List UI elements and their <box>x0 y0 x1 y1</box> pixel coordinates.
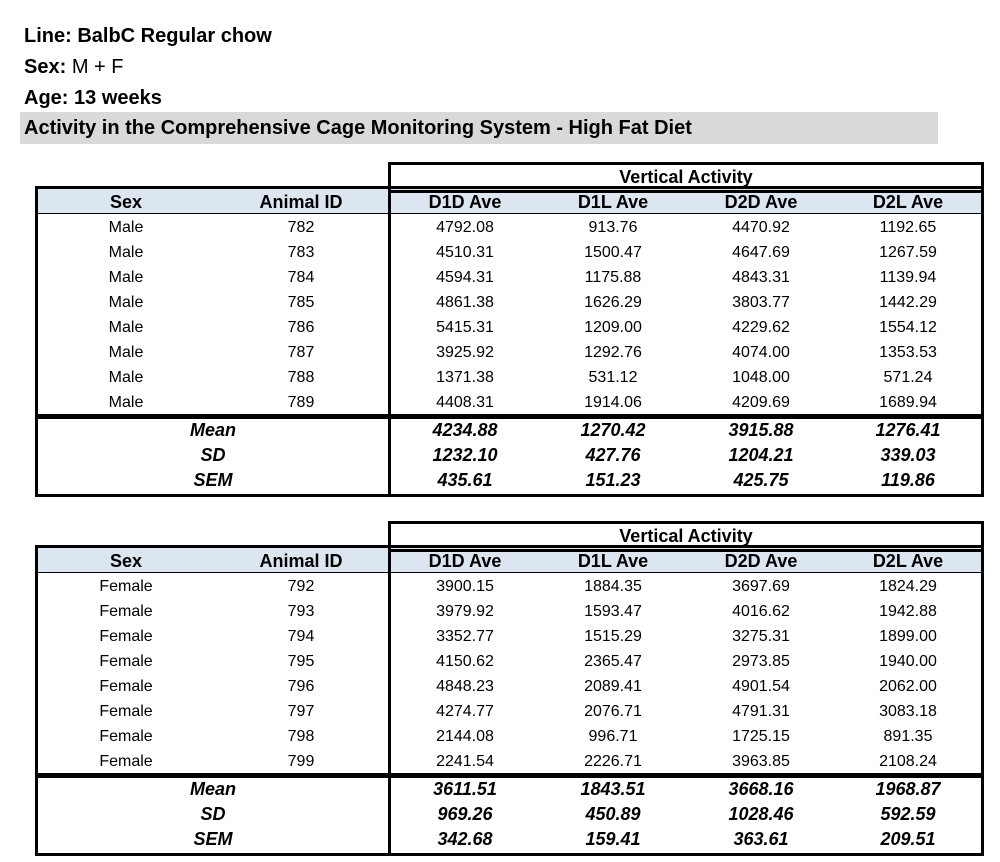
column-header-d2l-ave: D2L Ave <box>872 551 944 571</box>
table-cell-d1l-ave: 1626.29 <box>584 294 642 311</box>
table-cell-sex: Female <box>99 678 153 695</box>
table-cell-animal-id: 798 <box>287 728 315 745</box>
table-cell-animal-id: 789 <box>287 394 315 411</box>
table-cell-sex: Female <box>99 728 153 745</box>
table-cell-d2d-ave: 3803.77 <box>732 294 790 311</box>
table-cell-d1l-ave: 2226.71 <box>584 753 642 770</box>
table-cell-d2d-ave: 1725.15 <box>732 728 790 745</box>
stat-cell-d2d-ave: 3915.88 <box>728 420 794 440</box>
stat-cell-d2l-ave: 119.86 <box>881 470 935 490</box>
table-cell-d1l-ave: 531.12 <box>588 369 638 386</box>
table-cell-d2l-ave: 1554.12 <box>879 319 937 336</box>
table-cell-d1l-ave: 913.76 <box>588 219 638 236</box>
vertical-activity-title: Vertical Activity <box>619 526 753 546</box>
stat-cell-d1d-ave: 969.26 <box>437 804 493 824</box>
table-cell-d2l-ave: 1899.00 <box>879 628 937 645</box>
stat-cell-d2d-ave: 1204.21 <box>728 445 794 465</box>
table-cell-d1l-ave: 1515.29 <box>584 628 642 645</box>
table-cell-sex: Male <box>108 294 144 311</box>
column-header-d1d-ave: D1D Ave <box>428 192 502 212</box>
table-cell-d1l-ave: 1914.06 <box>584 394 642 411</box>
stat-cell-d2d-ave: 3668.16 <box>728 779 794 799</box>
table-cell-d2l-ave: 3083.18 <box>879 703 937 720</box>
table-cell-d2l-ave: 2062.00 <box>879 678 937 695</box>
table-cell-d2l-ave: 1267.59 <box>879 244 937 261</box>
table-cell-d2d-ave: 4209.69 <box>732 394 790 411</box>
table-cell-d2d-ave: 3275.31 <box>732 628 790 645</box>
table-cell-sex: Female <box>99 603 153 620</box>
stat-cell-d1l-ave: 151.23 <box>585 470 641 490</box>
line-heading <box>24 24 272 48</box>
table-cell-d1l-ave: 2076.71 <box>584 703 642 720</box>
table-cell-d2d-ave: 3963.85 <box>732 753 790 770</box>
table-cell-animal-id: 799 <box>287 753 315 770</box>
table-cell-d2l-ave: 1940.00 <box>879 653 937 670</box>
table-cell-sex: Female <box>99 703 153 720</box>
table-cell-sex: Male <box>108 269 144 286</box>
column-header-sex: Sex <box>109 192 143 212</box>
column-header-d1d-ave: D1D Ave <box>428 551 502 571</box>
table-cell-animal-id: 794 <box>287 628 315 645</box>
stat-cell-d1d-ave: 1232.10 <box>432 445 498 465</box>
table-cell-d2l-ave: 1942.88 <box>879 603 937 620</box>
table-cell-d2l-ave: 1442.29 <box>879 294 937 311</box>
stat-cell-d2l-ave: 209.51 <box>880 829 936 849</box>
table-cell-sex: Male <box>108 344 144 361</box>
table-cell-sex: Male <box>108 219 144 236</box>
stat-cell-stat-label: Mean <box>189 779 236 799</box>
table-cell-sex: Male <box>108 369 144 386</box>
table-cell-d2d-ave: 4470.92 <box>732 219 790 236</box>
table-cell-d2d-ave: 4901.54 <box>732 678 790 695</box>
stat-cell-d2d-ave: 425.75 <box>733 470 789 490</box>
stat-cell-d2l-ave: 339.03 <box>880 445 936 465</box>
stat-cell-d1l-ave: 427.76 <box>585 445 641 465</box>
column-header-d1l-ave: D1L Ave <box>577 192 649 212</box>
age-label: Age: <box>24 87 69 109</box>
stat-cell-stat-label: SEM <box>193 829 233 849</box>
table-cell-d1d-ave: 4274.77 <box>436 703 494 720</box>
table-cell-d2l-ave: 1139.94 <box>879 269 937 286</box>
stat-cell-d1l-ave: 159.41 <box>585 829 641 849</box>
vertical-activity-title: Vertical Activity <box>619 167 753 187</box>
table-cell-d2d-ave: 4229.62 <box>732 319 790 336</box>
table-cell-d1l-ave: 1884.35 <box>584 578 642 595</box>
table-cell-d1l-ave: 1209.00 <box>584 319 642 336</box>
table-cell-animal-id: 784 <box>287 269 315 286</box>
table-cell-animal-id: 792 <box>287 578 315 595</box>
line-value: BalbC Regular chow <box>77 25 272 47</box>
column-header-animal-id: Animal ID <box>259 192 343 212</box>
table-cell-animal-id: 797 <box>287 703 315 720</box>
stat-cell-stat-label: SD <box>200 445 226 465</box>
stat-cell-d1d-ave: 3611.51 <box>433 779 497 799</box>
stat-cell-stat-label: SD <box>200 804 226 824</box>
stat-cell-d1d-ave: 435.61 <box>437 470 493 490</box>
table-cell-animal-id: 788 <box>287 369 315 386</box>
table-cell-d1d-ave: 2144.08 <box>436 728 494 745</box>
column-header-d2l-ave: D2L Ave <box>872 192 944 212</box>
stat-cell-stat-label: Mean <box>189 420 236 440</box>
sex-value: M + F <box>71 56 124 78</box>
table-cell-d1d-ave: 4150.62 <box>436 653 494 670</box>
table-cell-animal-id: 782 <box>287 219 315 236</box>
table-cell-d1l-ave: 2089.41 <box>584 678 642 695</box>
column-header-sex: Sex <box>109 551 143 571</box>
table-cell-d1l-ave: 1292.76 <box>584 344 642 361</box>
table-cell-sex: Female <box>99 653 153 670</box>
table-cell-animal-id: 793 <box>287 603 315 620</box>
table-cell-d1d-ave: 4861.38 <box>436 294 494 311</box>
table-cell-d2l-ave: 1824.29 <box>879 578 937 595</box>
table-cell-d1d-ave: 3925.92 <box>436 344 494 361</box>
stat-cell-d1l-ave: 450.89 <box>585 804 641 824</box>
table-cell-d2d-ave: 4791.31 <box>732 703 790 720</box>
table-cell-d1d-ave: 2241.54 <box>436 753 494 770</box>
table-cell-d2d-ave: 4074.00 <box>732 344 790 361</box>
stat-cell-d2l-ave: 592.59 <box>880 804 936 824</box>
table-cell-d1l-ave: 1500.47 <box>584 244 642 261</box>
sex-label: Sex: <box>24 56 67 78</box>
table-cell-d2d-ave: 4647.69 <box>732 244 790 261</box>
table-cell-d1d-ave: 1371.38 <box>436 369 494 386</box>
table-cell-sex: Female <box>99 628 153 645</box>
stat-cell-d2l-ave: 1276.41 <box>875 420 941 440</box>
table-cell-d2l-ave: 1353.53 <box>879 344 937 361</box>
line-label: Line: <box>24 25 72 47</box>
column-header-d1l-ave: D1L Ave <box>577 551 649 571</box>
table-cell-d1d-ave: 3900.15 <box>436 578 494 595</box>
table-cell-animal-id: 783 <box>287 244 315 261</box>
age-heading <box>24 86 162 110</box>
column-header-d2d-ave: D2D Ave <box>724 192 798 212</box>
table-cell-d1l-ave: 1593.47 <box>584 603 642 620</box>
table-cell-d2d-ave: 1048.00 <box>732 369 790 386</box>
table-cell-d1d-ave: 4792.08 <box>436 219 494 236</box>
table-cell-d2l-ave: 1192.65 <box>879 219 937 236</box>
table-cell-d2l-ave: 1689.94 <box>879 394 937 411</box>
age-value: 13 weeks <box>74 87 162 109</box>
stat-cell-d2d-ave: 363.61 <box>733 829 789 849</box>
table-cell-animal-id: 795 <box>287 653 315 670</box>
table-cell-d1d-ave: 4408.31 <box>436 394 494 411</box>
table-cell-d2l-ave: 891.35 <box>883 728 933 745</box>
table-cell-d1d-ave: 5415.31 <box>436 319 494 336</box>
table-cell-d1d-ave: 3352.77 <box>436 628 494 645</box>
stat-cell-stat-label: SEM <box>193 470 233 490</box>
table-cell-sex: Female <box>99 753 153 770</box>
table-cell-sex: Female <box>99 578 153 595</box>
table-cell-animal-id: 787 <box>287 344 315 361</box>
table-cell-sex: Male <box>108 394 144 411</box>
table-cell-sex: Male <box>108 319 144 336</box>
table-cell-animal-id: 785 <box>287 294 315 311</box>
table-cell-d2d-ave: 3697.69 <box>732 578 790 595</box>
stat-cell-d1l-ave: 1270.42 <box>580 420 646 440</box>
table-cell-d2l-ave: 2108.24 <box>879 753 937 770</box>
table-cell-d1l-ave: 2365.47 <box>584 653 642 670</box>
table-cell-animal-id: 786 <box>287 319 315 336</box>
stat-cell-d1d-ave: 4234.88 <box>432 420 498 440</box>
table-cell-d2d-ave: 2973.85 <box>732 653 790 670</box>
table-cell-d1d-ave: 4510.31 <box>436 244 494 261</box>
table-cell-animal-id: 796 <box>287 678 315 695</box>
stat-cell-d2l-ave: 1968.87 <box>875 779 941 799</box>
column-header-animal-id: Animal ID <box>259 551 343 571</box>
table-cell-d2l-ave: 571.24 <box>883 369 933 386</box>
table-cell-sex: Male <box>108 244 144 261</box>
sex-heading <box>24 55 123 79</box>
stat-cell-d1l-ave: 1843.51 <box>580 779 646 799</box>
table-cell-d2d-ave: 4843.31 <box>732 269 790 286</box>
stat-cell-d2d-ave: 1028.46 <box>728 804 794 824</box>
table-cell-d1l-ave: 1175.88 <box>584 269 642 286</box>
table-cell-d2d-ave: 4016.62 <box>732 603 790 620</box>
table-cell-d1l-ave: 996.71 <box>588 728 638 745</box>
table-cell-d1d-ave: 3979.92 <box>436 603 494 620</box>
column-header-d2d-ave: D2D Ave <box>724 551 798 571</box>
stat-cell-d1d-ave: 342.68 <box>437 829 493 849</box>
table-cell-d1d-ave: 4594.31 <box>436 269 494 286</box>
table-cell-d1d-ave: 4848.23 <box>436 678 494 695</box>
page-title: Activity in the Comprehensive Cage Monitoring System - High Fat Diet <box>20 112 938 144</box>
